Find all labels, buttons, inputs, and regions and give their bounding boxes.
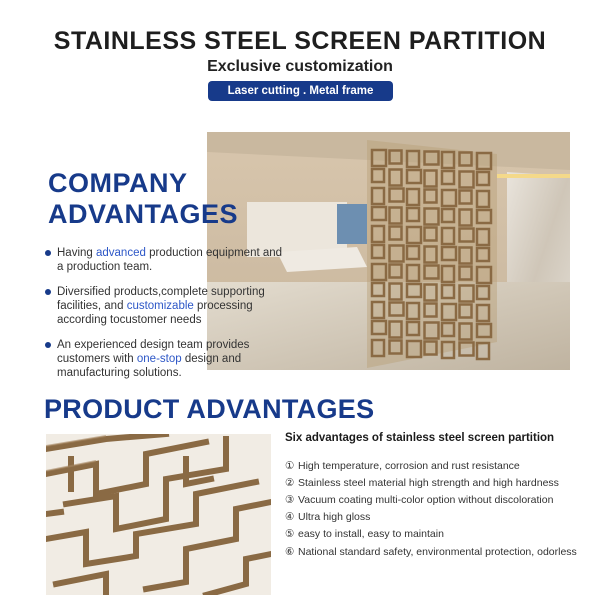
lattice-closeup-photo	[46, 434, 271, 595]
product-advantage-item	[285, 475, 585, 492]
page-subtitle: Exclusive customization	[207, 58, 393, 75]
lattice-closeup-illustration	[46, 434, 271, 595]
product-advantage-item	[285, 458, 585, 475]
item-text: National standard safety, environmental protection, odorless	[298, 546, 577, 558]
product-advantage-item	[285, 543, 585, 562]
item-text: Diversified products,complete supporting facilities, and	[57, 286, 265, 312]
page-title: STAINLESS STEEL SCREEN PARTITION	[53, 27, 547, 55]
item-text: Stainless steel material high strength and high hardness	[298, 477, 559, 489]
product-advantage-item	[285, 509, 585, 526]
item-number: ⑥	[285, 546, 295, 558]
product-advantage-item	[285, 492, 585, 509]
item-text: Ultra high gloss	[298, 511, 371, 523]
item-text: production equipment and a production team.	[57, 247, 283, 273]
item-number: ②	[285, 477, 295, 489]
company-heading-line1: COMPANY	[48, 168, 188, 198]
feature-pill: Laser cutting . Metal frame	[208, 81, 393, 101]
item-text: An experienced design team provides customers with	[57, 339, 250, 365]
company-advantage-item	[43, 246, 283, 274]
item-highlight: customizable	[126, 300, 194, 312]
company-advantage-item	[43, 285, 283, 327]
product-advantage-item	[285, 526, 585, 543]
item-text: Vacuum coating multi-color option without discoloration	[298, 494, 554, 506]
product-advantages-heading: PRODUCT ADVANTAGES	[44, 394, 375, 424]
item-number: ③	[285, 494, 295, 506]
item-text: design and manufacturing solutions.	[57, 353, 242, 379]
item-text: Having	[57, 247, 96, 259]
company-advantages-list	[43, 246, 283, 391]
item-highlight: one-stop	[136, 353, 182, 365]
item-number: ①	[285, 460, 295, 472]
company-advantage-item	[43, 338, 283, 380]
item-text: easy to install, easy to maintain	[298, 528, 444, 540]
six-advantages-heading: Six advantages of stainless steel screen partition	[285, 432, 555, 444]
company-advantages-heading	[48, 168, 238, 230]
item-highlight: advanced	[96, 247, 146, 259]
item-text: processing according tocustomer needs	[57, 300, 253, 326]
item-number: ④	[285, 511, 295, 523]
item-number: ⑤	[285, 528, 295, 540]
company-heading-line2: ADVANTAGES	[48, 199, 239, 229]
item-text: High temperature, corrosion and rust resistance	[298, 460, 520, 472]
product-advantages-list	[285, 458, 585, 562]
